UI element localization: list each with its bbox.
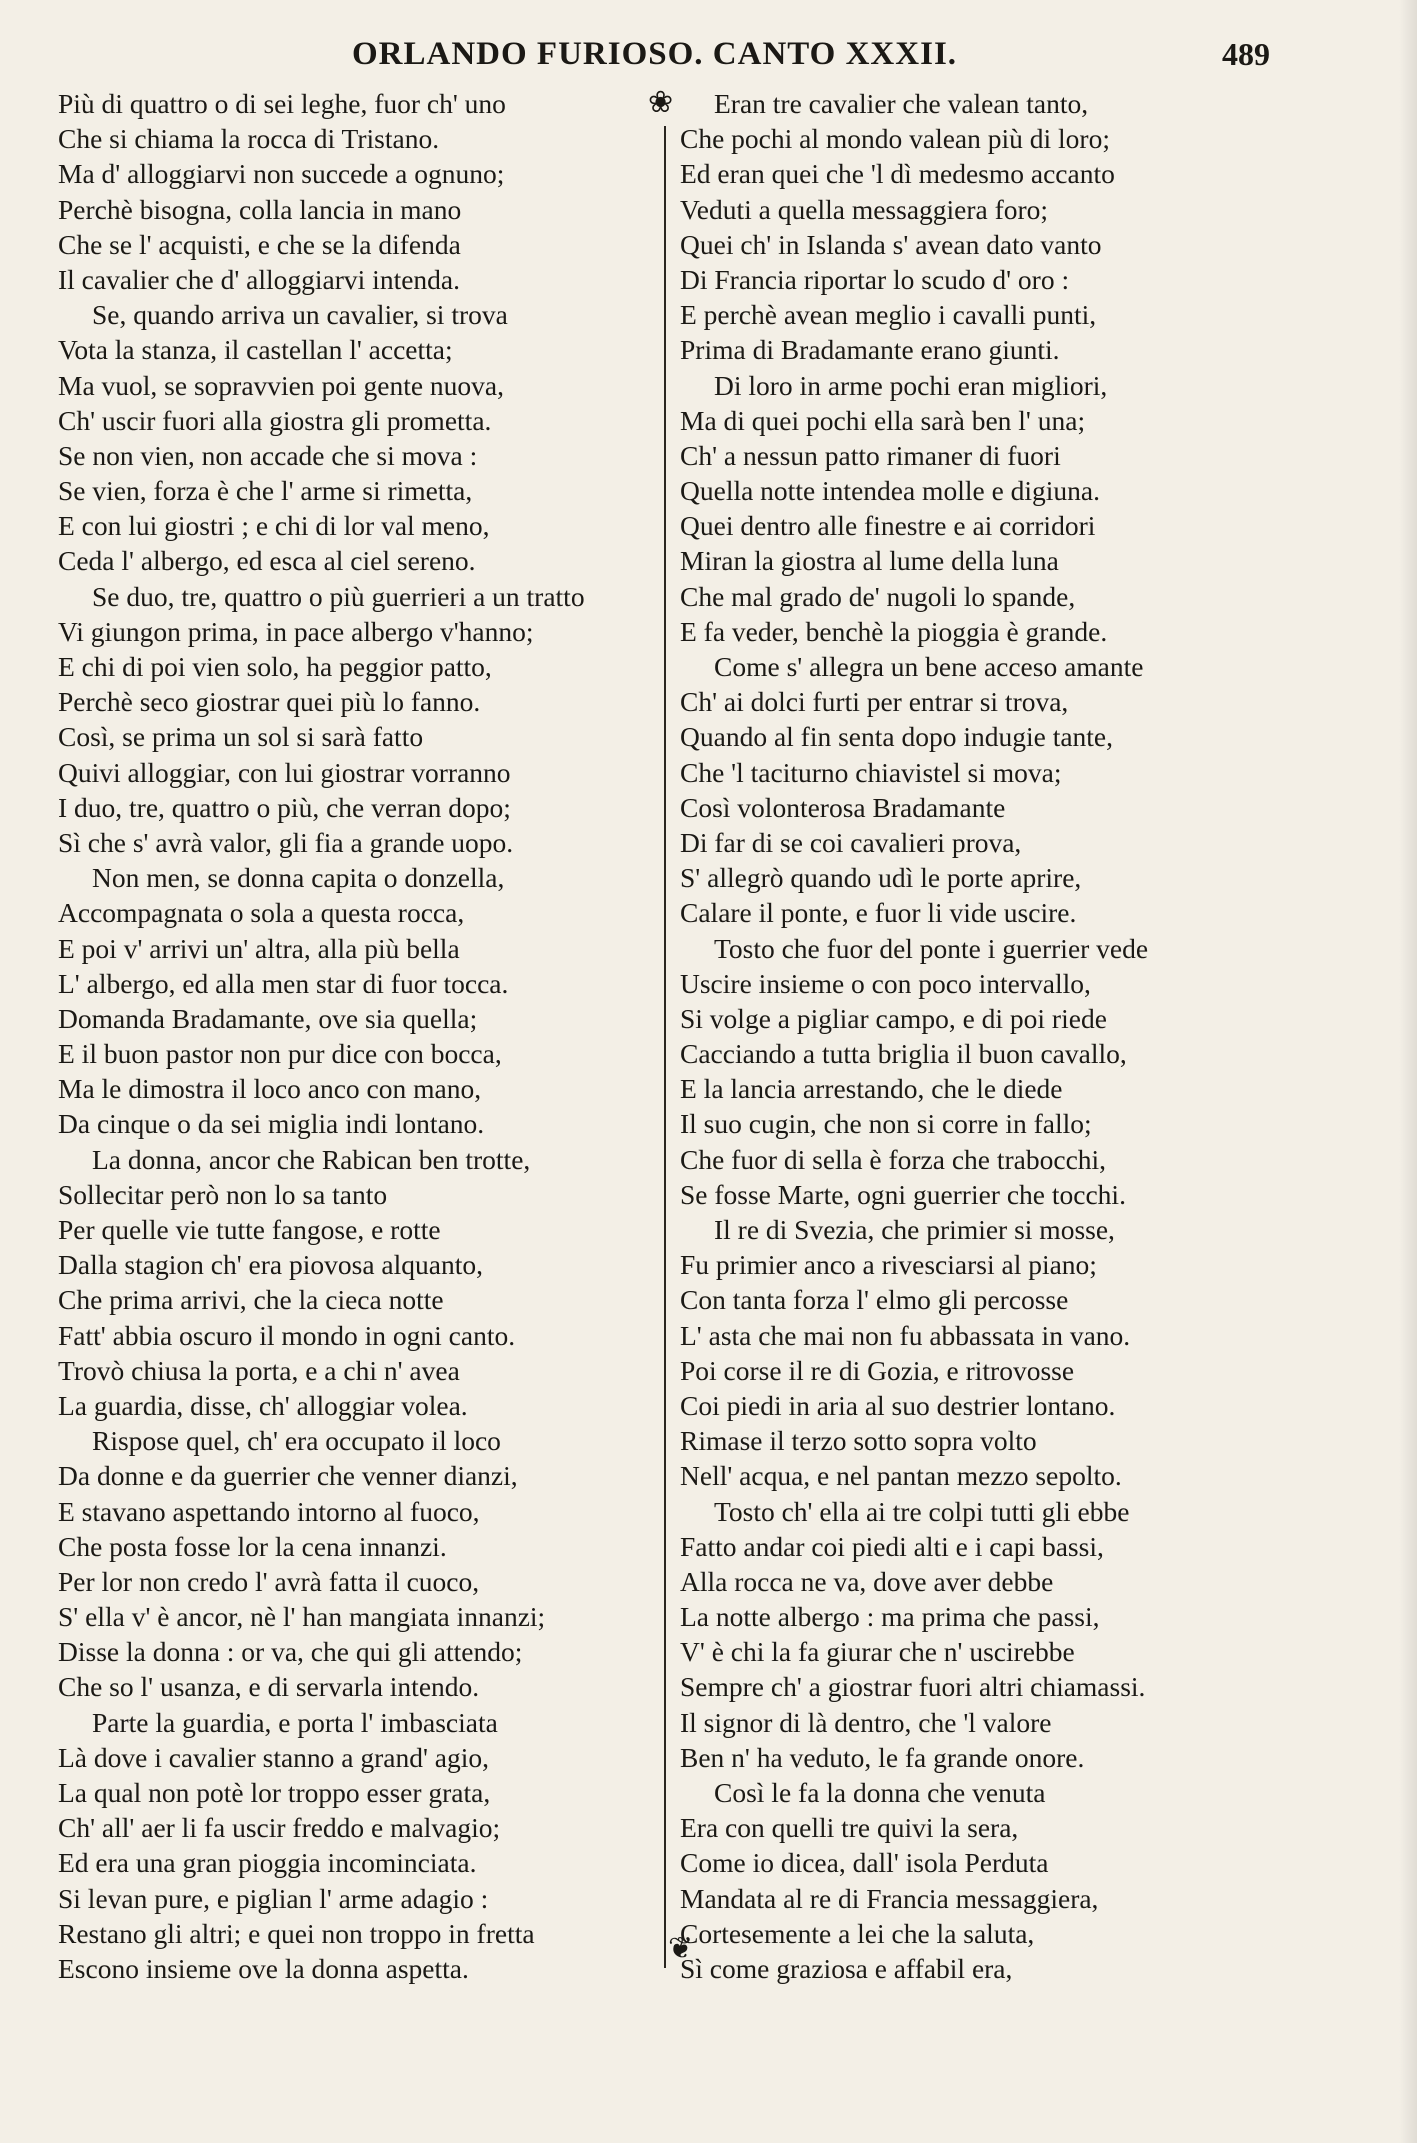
verse-line: Quei ch' in Islanda s' avean dato vanto (680, 228, 1102, 260)
verse-line: E la lancia arrestando, che le diede (680, 1073, 1063, 1105)
verse-line: Da cinque o da sei miglia indi lontano. (58, 1108, 485, 1140)
verse-line: E il buon pastor non pur dice con bocca, (58, 1038, 502, 1070)
verse-line: Era con quelli tre quivi la sera, (680, 1812, 1019, 1844)
verse-line: Se vien, forza è che l' arme si rimetta, (58, 475, 473, 507)
verse-line: Perchè bisogna, colla lancia in mano (58, 193, 462, 225)
verse-line: Nell' acqua, e nel pantan mezzo sepolto. (680, 1460, 1122, 1492)
verse-line: Miran la giostra al lume della luna (680, 545, 1059, 577)
verse-line: L' asta che mai non fu abbassata in vano. (680, 1319, 1131, 1351)
verse-line: Escono insieme ove la donna aspetta. (58, 1952, 469, 1984)
verse-line: Di far di se coi cavalieri prova, (680, 826, 1022, 858)
verse-line: Quando al fin senta dopo indugie tante, (680, 721, 1114, 753)
verse-line: Perchè seco giostrar quei più lo fanno. (58, 686, 481, 718)
verse-line: Alla rocca ne va, dove aver debbe (680, 1565, 1054, 1597)
verse-line: Ch' uscir fuori alla giostra gli prometta. (58, 404, 492, 436)
verse-line: Sì che s' avrà valor, gli fia a grande uopo. (58, 826, 514, 858)
verse-line: Che 'l taciturno chiavistel si mova; (680, 756, 1062, 788)
verse-line: Là dove i cavalier stanno a grand' agio, (58, 1741, 490, 1773)
verse-line: Accompagnata o sola a questa rocca, (58, 897, 465, 929)
verse-line: E poi v' arrivi un' altra, alla più bella (58, 932, 460, 964)
verse-line: Eran tre cavalier che valean tanto, (714, 88, 1089, 119)
verse-line: Più di quattro o di sei leghe, fuor ch' uno (58, 88, 506, 119)
verse-line: Di loro in arme pochi eran migliori, (714, 369, 1108, 401)
verse-line: Vota la stanza, il castellan l' accetta; (58, 334, 453, 366)
verse-line: Il signor di là dentro, che 'l valore (680, 1706, 1052, 1738)
verse-line: La donna, ancor che Rabican ben trotte, (92, 1143, 531, 1175)
verse-line: Che prima arrivi, che la cieca notte (58, 1284, 444, 1316)
page-header (0, 36, 1417, 76)
verse-line: Mandata al re di Francia messaggiera, (680, 1882, 1099, 1914)
verse-line: Per lor non credo l' avrà fatta il cuoco, (58, 1565, 480, 1597)
verse-line: Si levan pure, e piglian l' arme adagio : (58, 1882, 489, 1914)
verse-line: Che fuor di sella è forza che trabocchi, (680, 1143, 1107, 1175)
verse-line: Fatt' abbia oscuro il mondo in ogni canto. (58, 1319, 516, 1351)
verse-line: Poi corse il re di Gozia, e ritrovosse (680, 1354, 1075, 1386)
verse-line: Disse la donna : or va, che qui gli attendo; (58, 1636, 523, 1668)
verse-line: La qual non potè lor troppo esser grata, (58, 1777, 491, 1808)
verse-line: Ch' ai dolci furti per entrar si trova, (680, 686, 1069, 718)
verse-line: Il suo cugin, che non si corre in fallo; (680, 1108, 1092, 1140)
verse-line: V' è chi la fa giurar che n' uscirebbe (680, 1636, 1075, 1668)
verse-line: Fu primier anco a rivesciarsi al piano; (680, 1249, 1097, 1281)
page-edge-shadow (1399, 0, 1417, 2143)
verse-line: Sempre ch' a giostrar fuori altri chiamassi. (680, 1671, 1146, 1703)
running-title: ORLANDO FURIOSO. CANTO XXXII. (352, 36, 958, 72)
verse-line: Ma d' alloggiarvi non succede a ognuno; (58, 158, 505, 190)
verse-line: Così le fa la donna che venuta (714, 1777, 1046, 1808)
verse-line: Tosto che fuor del ponte i guerrier vede (714, 932, 1149, 964)
verse-line: Che mal grado de' nugoli lo spande, (680, 580, 1076, 612)
verse-line: Con tanta forza l' elmo gli percosse (680, 1284, 1069, 1316)
column-rule (664, 126, 666, 1968)
verse-line: E fa veder, benchè la pioggia è grande. (680, 615, 1108, 647)
verse-line: Ben n' ha veduto, le fa grande onore. (680, 1741, 1085, 1773)
verse-line: Come s' allegra un bene acceso amante (714, 651, 1144, 682)
verse-line: Calare il ponte, e fuor li vide uscire. (680, 897, 1077, 929)
left-column (58, 86, 658, 1986)
verse-line: Veduti a quella messaggiera foro; (680, 193, 1049, 225)
verse-line: E chi di poi vien solo, ha peggior patto, (58, 651, 492, 682)
verse-line: Cacciando a tutta briglia il buon cavallo, (680, 1038, 1127, 1070)
verse-line: Restano gli altri; e quei non troppo in fretta (58, 1917, 535, 1949)
verse-line: Domanda Bradamante, ove sia quella; (58, 1002, 478, 1034)
verse-line: Che pochi al mondo valean più di loro; (680, 123, 1110, 155)
verse-line: Ma di quei pochi ella sarà ben l' una; (680, 404, 1086, 436)
verse-line: Come io dicea, dall' isola Perduta (680, 1847, 1049, 1879)
verse-line: Che posta fosse lor la cena innanzi. (58, 1530, 447, 1562)
verse-line: Tosto ch' ella ai tre colpi tutti gli ebbe (714, 1495, 1130, 1527)
verse-line: Così, se prima un sol si sarà fatto (58, 721, 424, 753)
verse-line: E perchè avean meglio i cavalli punti, (680, 299, 1097, 331)
verse-line: Coi piedi in aria al suo destrier lontano. (680, 1389, 1116, 1421)
right-column (680, 86, 1320, 1986)
verse-line: Se duo, tre, quattro o più guerrieri a un tratto (92, 580, 585, 612)
verse-line: S' ella v' è ancor, nè l' han mangiata innanzi; (58, 1601, 546, 1633)
verse-line: Parte la guardia, e porta l' imbasciata (92, 1706, 498, 1738)
verse-line: L' albergo, ed alla men star di fuor tocca. (58, 967, 509, 999)
verse-line: Ed era una gran pioggia incominciata. (58, 1847, 477, 1879)
verse-line: Se fosse Marte, ogni guerrier che tocchi. (680, 1178, 1126, 1210)
verse-line: I duo, tre, quattro o più, che verran dopo; (58, 791, 511, 823)
verse-line: Che so l' usanza, e di servarla intendo. (58, 1671, 480, 1703)
verse-line: Quivi alloggiar, con lui giostrar vorranno (58, 756, 511, 788)
verse-line: Da donne e da guerrier che venner dianzi, (58, 1460, 518, 1492)
verse-line: Non men, se donna capita o donzella, (92, 862, 505, 894)
verse-line: Se, quando arriva un cavalier, si trova (92, 299, 508, 331)
verse-line: Prima di Bradamante erano giunti. (680, 334, 1060, 366)
verse-line: Ed eran quei che 'l dì medesmo accanto (680, 158, 1115, 190)
verse-line: S' allegrò quando udì le porte aprire, (680, 862, 1082, 894)
verse-line: Ma le dimostra il loco anco con mano, (58, 1073, 482, 1105)
verse-line: Il cavalier che d' alloggiarvi intenda. (58, 263, 460, 295)
verse-line: E con lui giostri ; e chi di lor val meno, (58, 510, 490, 542)
verse-line: La guardia, disse, ch' alloggiar volea. (58, 1389, 468, 1421)
verse-line: Uscire insieme o con poco intervallo, (680, 967, 1091, 999)
fleuron-ornament-icon: ❀ (648, 86, 674, 119)
verse-line: Ceda l' albergo, ed esca al ciel sereno. (58, 545, 476, 577)
verse-line: Ma vuol, se sopravvien poi gente nuova, (58, 369, 505, 401)
verse-line: Ch' all' aer li fa uscir freddo e malvagio; (58, 1812, 501, 1844)
fleuron-ornament-icon: ❦ (668, 1932, 694, 1965)
verse-line: Così volonterosa Bradamante (680, 791, 1006, 823)
verse-line: Sì come graziosa e affabil era, (680, 1952, 1013, 1984)
verse-line: Fatto andar coi piedi alti e i capi bassi, (680, 1530, 1104, 1562)
verse-line: Il re di Svezia, che primier si mosse, (714, 1214, 1115, 1245)
verse-line: Che se l' acquisti, e che se la difenda (58, 228, 461, 260)
verse-line: La notte albergo : ma prima che passi, (680, 1601, 1100, 1633)
page-number: 489 (1222, 36, 1270, 72)
verse-line: Si volge a pigliar campo, e di poi riede (680, 1002, 1107, 1034)
verse-line: Che si chiama la rocca di Tristano. (58, 123, 440, 155)
verse-line: Trovò chiusa la porta, e a chi n' avea (58, 1354, 460, 1386)
verse-line: Rispose quel, ch' era occupato il loco (92, 1425, 501, 1457)
verse-line: Sollecitar però non lo sa tanto (58, 1178, 388, 1210)
verse-line: Quei dentro alle finestre e ai corridori (680, 510, 1096, 542)
verse-line: Dalla stagion ch' era piovosa alquanto, (58, 1249, 483, 1281)
verse-line: Ch' a nessun patto rimaner di fuori (680, 439, 1061, 471)
verse-line: E stavano aspettando intorno al fuoco, (58, 1495, 480, 1527)
verse-line: Vi giungon prima, in pace albergo v'hanno; (58, 615, 534, 647)
verse-line: Quella notte intendea molle e digiuna. (680, 475, 1101, 507)
verse-line: Se non vien, non accade che si mova : (58, 439, 478, 471)
verse-line: Rimase il terzo sotto sopra volto (680, 1425, 1037, 1457)
verse-line: Cortesemente a lei che la saluta, (680, 1917, 1035, 1949)
verse-line: Per quelle vie tutte fangose, e rotte (58, 1214, 441, 1245)
verse-line: Di Francia riportar lo scudo d' oro : (680, 263, 1070, 295)
